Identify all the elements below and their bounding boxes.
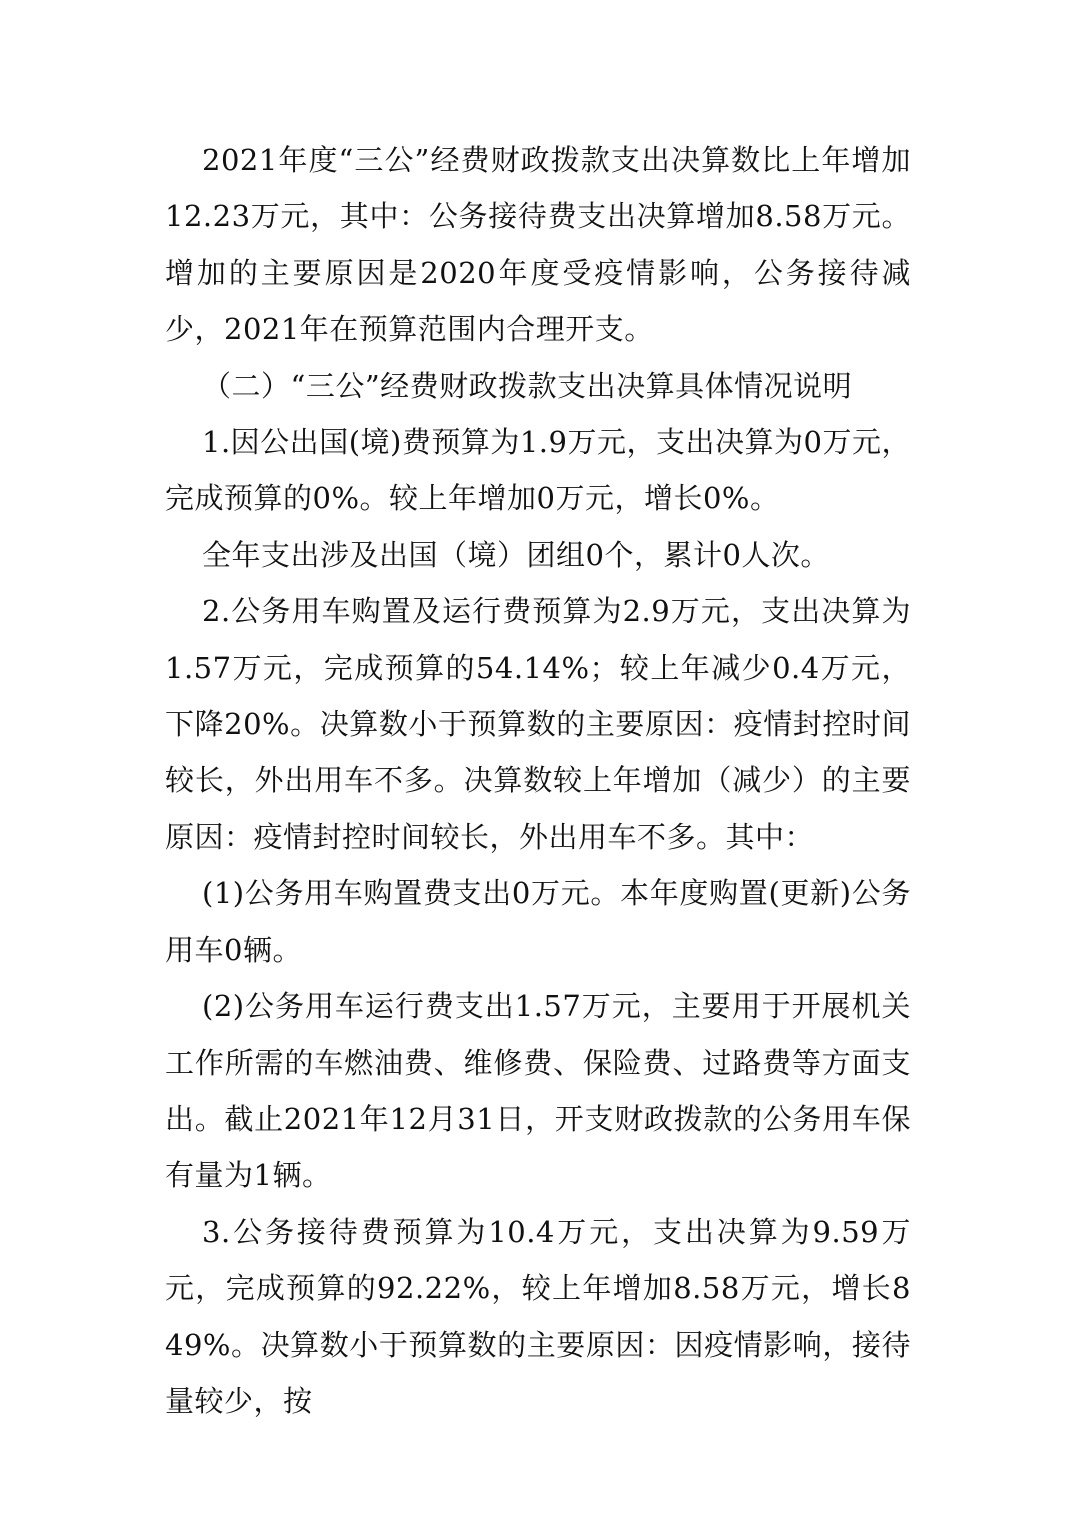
section-heading-details: （二）“三公”经费财政拨款支出决算具体情况说明 [202,368,853,403]
paragraph-vehicle-purchase: (1)公务用车购置费支出0万元。本年度购置(更新)公务用车0辆。 [165,876,911,967]
paragraph-official-vehicles: 2.公务用车购置及运行费预算为2.9万元，支出决算为1.57万元，完成预算的54.14%；较上年减少0.4万元，下降20%。决算数小于预算数的主要原因：疫情封控时间较长，外出用车不多。决算数较上年增加（减少）的主要原因：疫情封控时间较长，外出用车不多。其中： [165,594,911,854]
paragraph-summary-change: 2021年度“三公”经费财政拨款支出决算数比上年增加12.23万元，其中：公务接待费支出决算增加8.58万元。增加的主要原因是2020年度受疫情影响，公务接待减少，2021年在预算范围内合理开支。 [165,143,911,347]
paragraph-overseas-groups: 全年支出涉及出国（境）团组0个，累计0人次。 [202,537,830,572]
paragraph-vehicle-operation: (2)公务用车运行费支出1.57万元，主要用于开展机关工作所需的车燃油费、维修费、保险费、过路费等方面支出。截止2021年12月31日，开支财政拨款的公务用车保有量为1辆。 [165,989,911,1193]
paragraph-official-reception: 3.公务接待费预算为10.4万元，支出决算为9.59万元，完成预算的92.22%，较上年增加8.58万元，增长849%。决算数小于预算数的主要原因：因疫情影响，接待量较少，按 [165,1214,911,1418]
paragraph-overseas-travel: 1.因公出国(境)费预算为1.9万元，支出决算为0万元，完成预算的0%。较上年增加0万元，增长0%。 [165,425,911,516]
document-body [165,132,911,1429]
